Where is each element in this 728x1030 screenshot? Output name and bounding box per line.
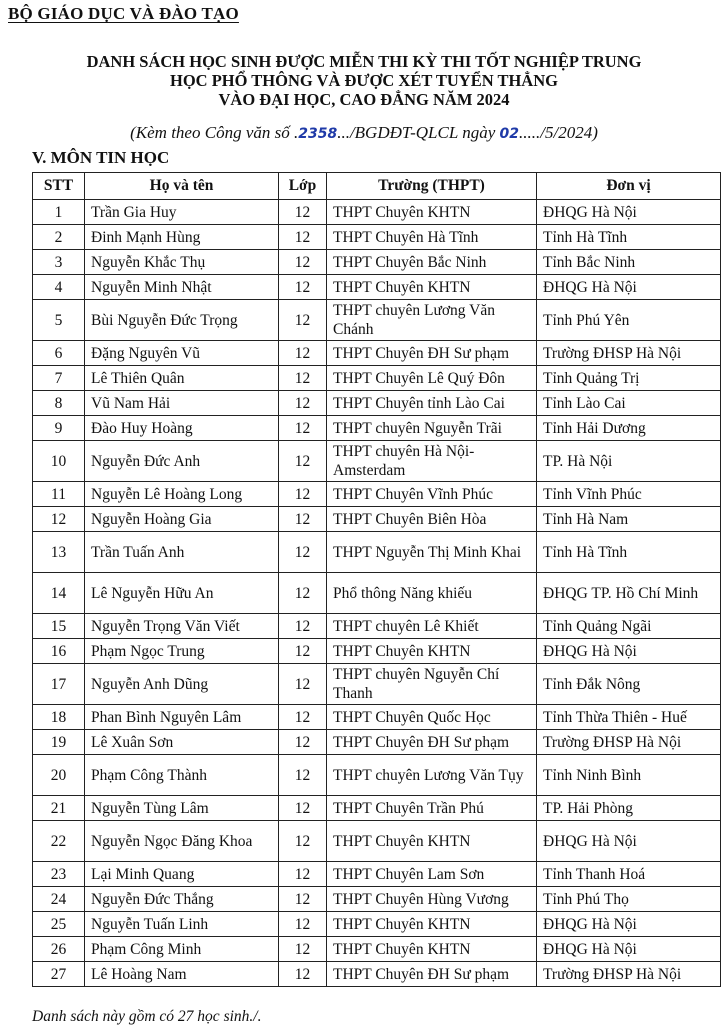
table-row [33, 250, 721, 275]
title-line: VÀO ĐẠI HỌC, CAO ĐẲNG NĂM 2024 [218, 90, 510, 109]
header-grade: Lớp [279, 173, 327, 200]
cell-grade: 12 [279, 482, 327, 507]
document-title [0, 52, 728, 109]
title-line: HỌC PHỔ THÔNG VÀ ĐƯỢC XÉT TUYỂN THẲNG [170, 71, 558, 90]
cell-grade: 12 [279, 821, 327, 862]
cell-stt: 1 [33, 200, 85, 225]
cell-unit: ĐHQG Hà Nội [537, 200, 721, 225]
cell-unit: ĐHQG Hà Nội [537, 937, 721, 962]
cell-grade: 12 [279, 225, 327, 250]
reference-suffix: ...../5/2024) [519, 123, 598, 142]
table-row [33, 275, 721, 300]
cell-name: Đinh Mạnh Hùng [85, 225, 279, 250]
cell-stt: 11 [33, 482, 85, 507]
table-row [33, 862, 721, 887]
table-row [33, 416, 721, 441]
cell-unit: Tỉnh Thừa Thiên - Huế [537, 705, 721, 730]
cell-school: Phổ thông Năng khiếu [327, 573, 537, 614]
cell-stt: 9 [33, 416, 85, 441]
cell-unit: Tỉnh Quảng Trị [537, 366, 721, 391]
cell-stt: 12 [33, 507, 85, 532]
cell-unit: Trường ĐHSP Hà Nội [537, 730, 721, 755]
table-row [33, 887, 721, 912]
table-row [33, 639, 721, 664]
cell-stt: 4 [33, 275, 85, 300]
cell-name: Lê Thiên Quân [85, 366, 279, 391]
header-unit: Đơn vị [537, 173, 721, 200]
cell-grade: 12 [279, 532, 327, 573]
cell-grade: 12 [279, 250, 327, 275]
cell-name: Nguyễn Anh Dũng [85, 664, 279, 705]
cell-name: Đặng Nguyên Vũ [85, 341, 279, 366]
cell-school: THPT Chuyên Trần Phú [327, 796, 537, 821]
cell-unit: Tỉnh Quảng Ngãi [537, 614, 721, 639]
table-row [33, 821, 721, 862]
cell-school: THPT Chuyên Quốc Học [327, 705, 537, 730]
cell-grade: 12 [279, 639, 327, 664]
cell-grade: 12 [279, 275, 327, 300]
header-stt: STT [33, 173, 85, 200]
table-row [33, 796, 721, 821]
cell-school: THPT Chuyên Bắc Ninh [327, 250, 537, 275]
cell-grade: 12 [279, 391, 327, 416]
cell-school: THPT Chuyên Hà Tĩnh [327, 225, 537, 250]
cell-name: Lê Hoàng Nam [85, 962, 279, 987]
cell-grade: 12 [279, 614, 327, 639]
cell-unit: TP. Hà Nội [537, 441, 721, 482]
footer-note: Danh sách này gồm có 27 học sinh./. [32, 1008, 262, 1025]
cell-unit: Tỉnh Thanh Hoá [537, 862, 721, 887]
table-row [33, 225, 721, 250]
cell-name: Vũ Nam Hải [85, 391, 279, 416]
cell-name: Nguyễn Minh Nhật [85, 275, 279, 300]
cell-stt: 7 [33, 366, 85, 391]
cell-school: THPT chuyên Lê Khiết [327, 614, 537, 639]
cell-stt: 8 [33, 391, 85, 416]
cell-grade: 12 [279, 937, 327, 962]
cell-grade: 12 [279, 730, 327, 755]
cell-stt: 14 [33, 573, 85, 614]
cell-unit: TP. Hải Phòng [537, 796, 721, 821]
cell-grade: 12 [279, 507, 327, 532]
cell-unit: Trường ĐHSP Hà Nội [537, 962, 721, 987]
cell-stt: 13 [33, 532, 85, 573]
handwritten-doc-day: 02 [499, 126, 519, 142]
cell-grade: 12 [279, 862, 327, 887]
cell-grade: 12 [279, 366, 327, 391]
cell-grade: 12 [279, 705, 327, 730]
reference-middle: .../BGDĐT-QLCL ngày [337, 123, 500, 142]
cell-stt: 10 [33, 441, 85, 482]
ministry-name: BỘ GIÁO DỤC VÀ ĐÀO TẠO [8, 4, 239, 23]
cell-grade: 12 [279, 962, 327, 987]
cell-school: THPT Chuyên KHTN [327, 275, 537, 300]
cell-name: Phạm Công Thành [85, 755, 279, 796]
reference-line [0, 123, 728, 143]
cell-stt: 6 [33, 341, 85, 366]
table-row [33, 507, 721, 532]
cell-unit: Trường ĐHSP Hà Nội [537, 341, 721, 366]
table-row [33, 573, 721, 614]
cell-stt: 23 [33, 862, 85, 887]
table-row [33, 912, 721, 937]
cell-name: Phạm Công Minh [85, 937, 279, 962]
cell-unit: Tỉnh Lào Cai [537, 391, 721, 416]
cell-name: Bùi Nguyễn Đức Trọng [85, 300, 279, 341]
student-table [32, 172, 721, 987]
cell-name: Lại Minh Quang [85, 862, 279, 887]
cell-school: THPT Chuyên KHTN [327, 937, 537, 962]
cell-unit: Tỉnh Vĩnh Phúc [537, 482, 721, 507]
cell-unit: Tỉnh Hà Tĩnh [537, 225, 721, 250]
cell-name: Nguyễn Đức Thắng [85, 887, 279, 912]
cell-stt: 5 [33, 300, 85, 341]
cell-grade: 12 [279, 912, 327, 937]
cell-school: THPT Chuyên KHTN [327, 912, 537, 937]
cell-school: THPT Chuyên Lam Sơn [327, 862, 537, 887]
cell-school: THPT Chuyên KHTN [327, 821, 537, 862]
cell-stt: 20 [33, 755, 85, 796]
cell-stt: 19 [33, 730, 85, 755]
table-row [33, 391, 721, 416]
cell-name: Trần Gia Huy [85, 200, 279, 225]
cell-unit: ĐHQG Hà Nội [537, 912, 721, 937]
cell-grade: 12 [279, 887, 327, 912]
cell-stt: 17 [33, 664, 85, 705]
cell-name: Nguyễn Tùng Lâm [85, 796, 279, 821]
cell-unit: Tỉnh Đắk Nông [537, 664, 721, 705]
table-header-row [33, 173, 721, 200]
cell-stt: 21 [33, 796, 85, 821]
table-row [33, 614, 721, 639]
cell-name: Nguyễn Lê Hoàng Long [85, 482, 279, 507]
cell-unit: Tỉnh Hà Nam [537, 507, 721, 532]
table-row [33, 341, 721, 366]
cell-unit: Tỉnh Bắc Ninh [537, 250, 721, 275]
cell-school: THPT Chuyên ĐH Sư phạm [327, 962, 537, 987]
cell-stt: 16 [33, 639, 85, 664]
cell-school: THPT Chuyên Hùng Vương [327, 887, 537, 912]
header-name: Họ và tên [85, 173, 279, 200]
handwritten-doc-number: 2358 [298, 126, 338, 142]
cell-unit: Tỉnh Phú Yên [537, 300, 721, 341]
cell-unit: ĐHQG TP. Hồ Chí Minh [537, 573, 721, 614]
table-row [33, 300, 721, 341]
cell-stt: 24 [33, 887, 85, 912]
table-row [33, 664, 721, 705]
cell-name: Nguyễn Ngọc Đăng Khoa [85, 821, 279, 862]
cell-stt: 15 [33, 614, 85, 639]
cell-school: THPT chuyên Lương Văn Chánh [327, 300, 537, 341]
cell-school: THPT Chuyên Lê Quý Đôn [327, 366, 537, 391]
cell-school: THPT Chuyên tỉnh Lào Cai [327, 391, 537, 416]
table-row [33, 532, 721, 573]
cell-school: THPT Chuyên KHTN [327, 200, 537, 225]
cell-grade: 12 [279, 796, 327, 821]
cell-grade: 12 [279, 573, 327, 614]
cell-name: Nguyễn Tuấn Linh [85, 912, 279, 937]
cell-stt: 3 [33, 250, 85, 275]
cell-name: Lê Xuân Sơn [85, 730, 279, 755]
cell-unit: Tỉnh Phú Thọ [537, 887, 721, 912]
cell-school: THPT Chuyên ĐH Sư phạm [327, 341, 537, 366]
cell-school: THPT chuyên Nguyễn Chí Thanh [327, 664, 537, 705]
table-row [33, 441, 721, 482]
cell-unit: ĐHQG Hà Nội [537, 275, 721, 300]
table-row [33, 482, 721, 507]
title-line: DANH SÁCH HỌC SINH ĐƯỢC MIỄN THI KỲ THI TỐT NGHIỆP TRUNG [86, 52, 642, 71]
cell-school: THPT Chuyên Vĩnh Phúc [327, 482, 537, 507]
cell-unit: Tỉnh Hải Dương [537, 416, 721, 441]
cell-stt: 26 [33, 937, 85, 962]
cell-grade: 12 [279, 300, 327, 341]
cell-school: THPT Chuyên Biên Hòa [327, 507, 537, 532]
cell-unit: ĐHQG Hà Nội [537, 821, 721, 862]
cell-unit: ĐHQG Hà Nội [537, 639, 721, 664]
cell-school: THPT chuyên Hà Nội-Amsterdam [327, 441, 537, 482]
cell-grade: 12 [279, 441, 327, 482]
cell-stt: 22 [33, 821, 85, 862]
table-row [33, 755, 721, 796]
cell-unit: Tỉnh Ninh Bình [537, 755, 721, 796]
table-row [33, 937, 721, 962]
cell-stt: 27 [33, 962, 85, 987]
cell-grade: 12 [279, 341, 327, 366]
cell-school: THPT Nguyễn Thị Minh Khai [327, 532, 537, 573]
cell-name: Nguyễn Hoàng Gia [85, 507, 279, 532]
cell-stt: 18 [33, 705, 85, 730]
table-row [33, 366, 721, 391]
header-school: Trường (THPT) [327, 173, 537, 200]
cell-name: Nguyễn Trọng Văn Viết [85, 614, 279, 639]
table-row [33, 962, 721, 987]
cell-name: Trần Tuấn Anh [85, 532, 279, 573]
cell-name: Phan Bình Nguyên Lâm [85, 705, 279, 730]
cell-stt: 25 [33, 912, 85, 937]
cell-name: Lê Nguyễn Hữu An [85, 573, 279, 614]
reference-prefix: (Kèm theo Công văn số . [130, 123, 299, 142]
cell-school: THPT chuyên Nguyễn Trãi [327, 416, 537, 441]
cell-school: THPT Chuyên KHTN [327, 639, 537, 664]
cell-grade: 12 [279, 200, 327, 225]
cell-unit: Tỉnh Hà Tĩnh [537, 532, 721, 573]
table-row [33, 730, 721, 755]
cell-name: Nguyễn Khắc Thụ [85, 250, 279, 275]
cell-name: Nguyễn Đức Anh [85, 441, 279, 482]
section-title: V. MÔN TIN HỌC [32, 148, 170, 167]
table-row [33, 705, 721, 730]
cell-school: THPT chuyên Lương Văn Tụy [327, 755, 537, 796]
cell-grade: 12 [279, 755, 327, 796]
cell-stt: 2 [33, 225, 85, 250]
cell-name: Phạm Ngọc Trung [85, 639, 279, 664]
cell-school: THPT Chuyên ĐH Sư phạm [327, 730, 537, 755]
table-row [33, 200, 721, 225]
cell-grade: 12 [279, 416, 327, 441]
cell-grade: 12 [279, 664, 327, 705]
cell-name: Đào Huy Hoàng [85, 416, 279, 441]
